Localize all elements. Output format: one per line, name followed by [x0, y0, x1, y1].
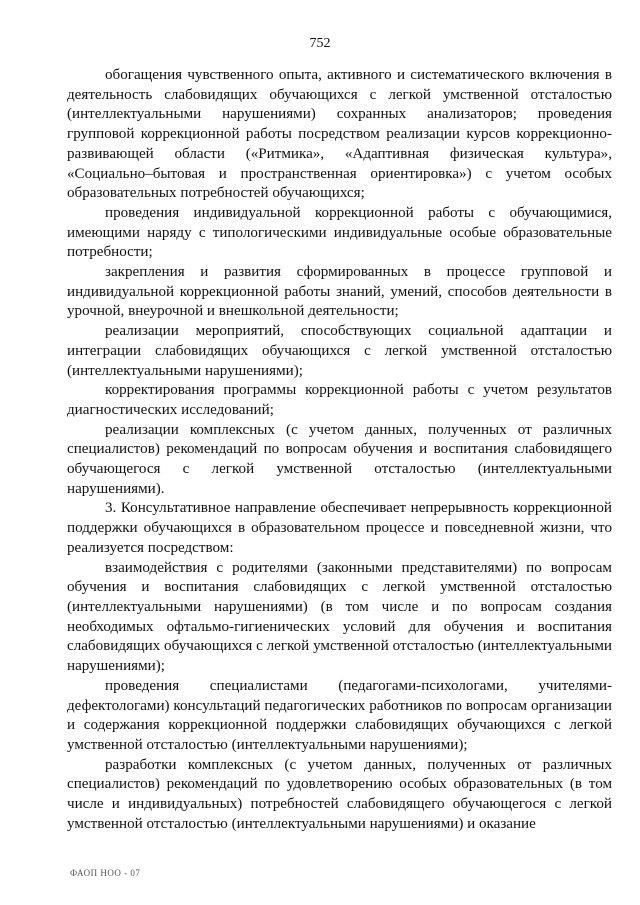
paragraph: закрепления и развития сформированных в процессе групповой и индивидуальной коррекционной работы знаний, умений, способов деятельности в урочной, внеурочной и внешкольной деятельности;	[67, 264, 612, 320]
paragraph: проведения специалистами (педагогами-психологами, учителями-дефектологами) консультаций педагогических работников по вопросам организации и содержания коррекционной поддержки слабовидящих обучающихся с легкой умственной отсталостью (интеллектуальными нарушениями);	[67, 677, 612, 753]
paragraph: реализации комплексных (с учетом данных, полученных от различных специалистов) рекомендаций по вопросам обучения и воспитания слабовидящего обучающегося с легкой умственной отсталостью (интеллектуальными нарушениями).	[67, 421, 612, 497]
paragraph: взаимодействия с родителями (законными представителями) по вопросам обучения и воспитания слабовидящих с легкой умственной отсталостью (интеллектуальными нарушениями) (в том числе и по вопросам создания необходимых офтальмо-гигиенических условий для обучения и воспитания слабовидящих обучающихся с легкой умственной отсталостью (интеллектуальными нарушениями);	[67, 559, 612, 675]
paragraph: разработки комплексных (с учетом данных, полученных от различных специалистов) рекомендаций по удовлетворению особых образовательных (в том числе и индивидуальных) потребностей слабовидящего обучающегося с легкой умственной отсталостью (интеллектуальными нарушениями) и оказание	[67, 756, 612, 832]
paragraph: проведения индивидуальной коррекционной работы с обучающимися, имеющими наряду с типологическими индивидуальные особые образовательные потребности;	[67, 204, 612, 261]
footer-document-code: ФАОП НОО - 07	[70, 868, 141, 878]
paragraph: корректирования программы коррекционной работы с учетом результатов диагностических исследований;	[67, 382, 612, 418]
document-body	[67, 66, 612, 834]
paragraph: 3. Консультативное направление обеспечивает непрерывность коррекционной поддержки обучающихся в образовательном процессе и повседневной жизни, что реализуется посредством:	[67, 500, 612, 556]
paragraph: реализации мероприятий, способствующих социальной адаптации и интеграции слабовидящих обучающихся с легкой умственной отсталостью (интеллектуальными нарушениями);	[67, 323, 612, 379]
paragraph: обогащения чувственного опыта, активного и систематического включения в деятельность слабовидящих обучающихся с легкой умственной отсталостью (интеллектуальными нарушениями) сохранных анализаторов; проведения групповой коррекционной работы посредством реализации курсов коррекционно-развивающей области («Ритмика», «Адаптивная физическая культура», «Социально–бытовая и пространственная ориентировка») с учетом особых образовательных потребностей обучающихся;	[67, 67, 612, 202]
page-number: 752	[309, 36, 331, 51]
